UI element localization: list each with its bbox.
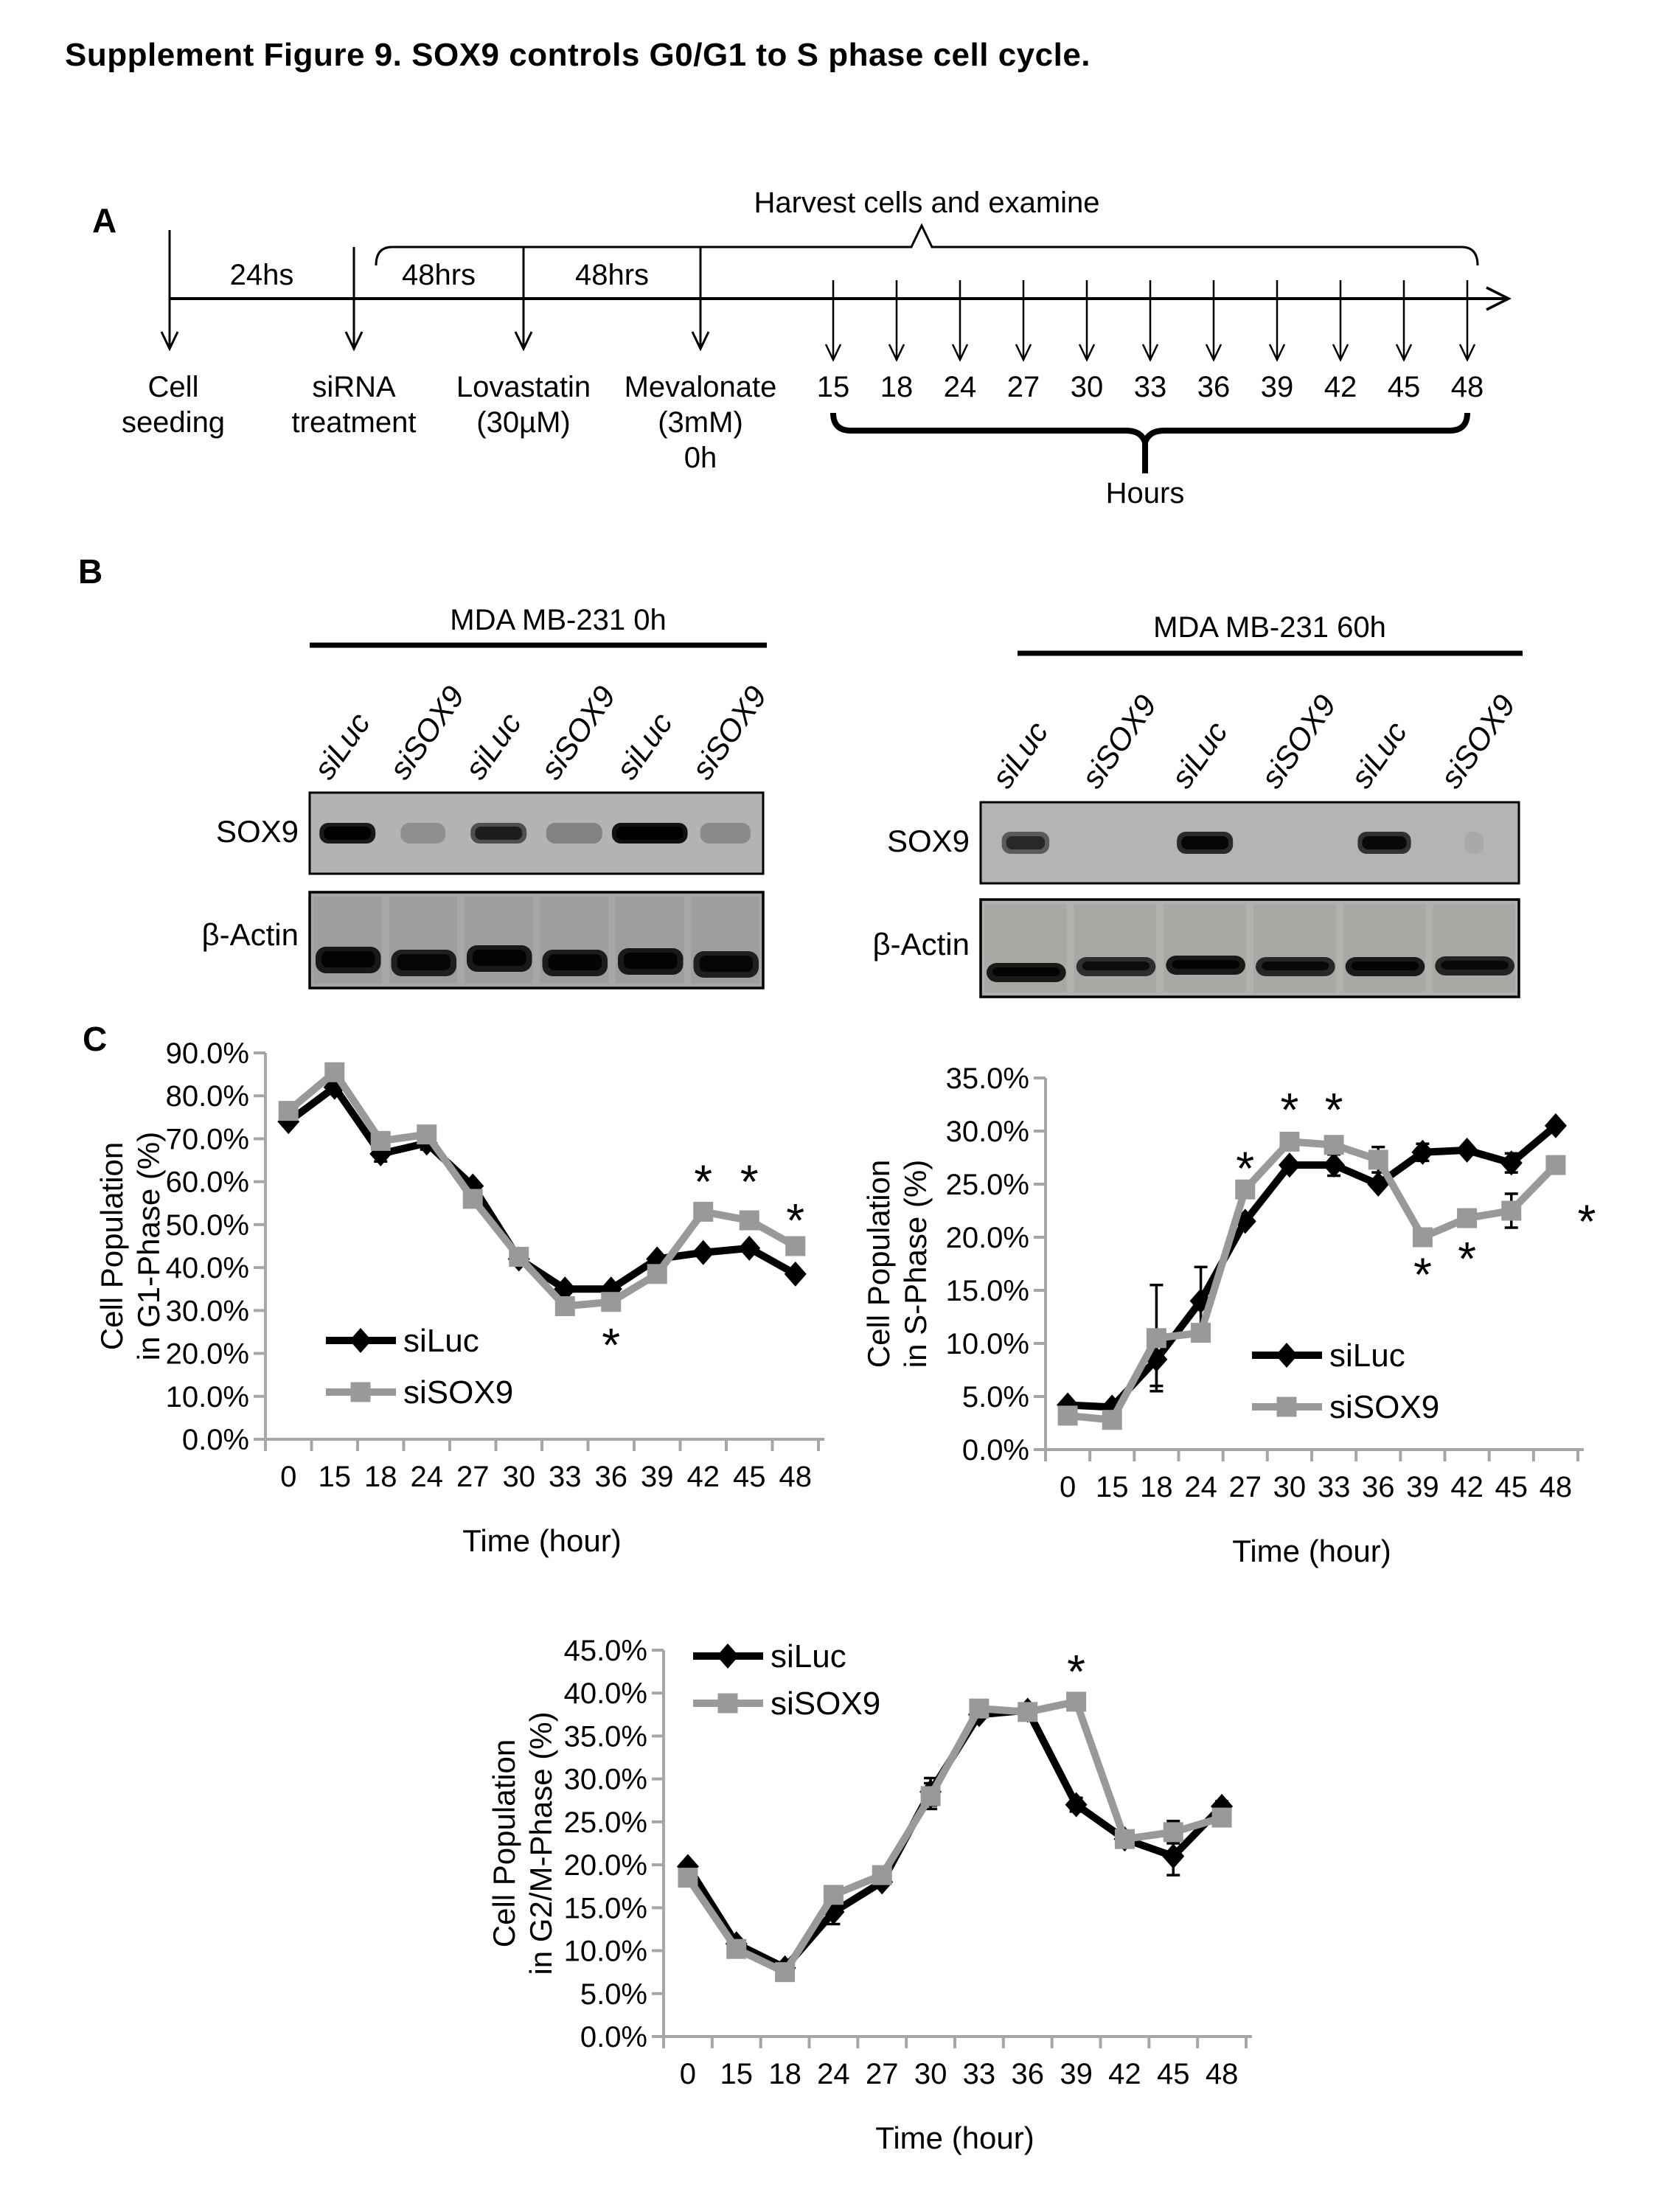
data-point-square bbox=[1368, 1150, 1388, 1169]
data-point-square bbox=[824, 1885, 844, 1905]
data-point-square bbox=[1324, 1135, 1344, 1155]
blot-row-label: SOX9 bbox=[886, 824, 970, 858]
harvest-hour-label: 39 bbox=[1260, 371, 1294, 403]
lane-shadow bbox=[1164, 904, 1246, 992]
protein-band-core bbox=[992, 967, 1060, 976]
event-label: seeding bbox=[121, 406, 226, 439]
lane-label: siLuc bbox=[984, 714, 1055, 795]
y-axis-title: in S-Phase (%) bbox=[898, 1159, 933, 1368]
x-tick-label: 36 bbox=[594, 1461, 627, 1493]
data-point-square bbox=[872, 1865, 892, 1885]
harvest-hour-label: 30 bbox=[1070, 371, 1104, 403]
blot-row-label: β-Actin bbox=[872, 927, 970, 961]
y-tick-label: 45.0% bbox=[563, 1635, 647, 1667]
y-tick-label: 10.0% bbox=[563, 1935, 647, 1968]
legend-label: siLuc bbox=[771, 1638, 846, 1674]
x-tick-label: 45 bbox=[733, 1461, 766, 1493]
blot-title: MDA MB-231 60h bbox=[1153, 611, 1386, 644]
data-point-square bbox=[1501, 1201, 1521, 1221]
y-axis-title: in G2/M-Phase (%) bbox=[524, 1711, 558, 1975]
y-tick-label: 30.0% bbox=[563, 1763, 647, 1796]
protein-band-core bbox=[1181, 836, 1228, 849]
x-tick-label: 27 bbox=[456, 1461, 490, 1493]
x-tick-label: 27 bbox=[1228, 1471, 1262, 1503]
x-tick-label: 15 bbox=[318, 1461, 351, 1493]
x-tick-label: 24 bbox=[1184, 1471, 1217, 1503]
data-point-square bbox=[371, 1131, 391, 1151]
harvest-hour-label: 15 bbox=[816, 371, 850, 403]
x-axis-title: Time (hour) bbox=[875, 2121, 1034, 2155]
event-label: (30µM) bbox=[476, 406, 571, 439]
data-point-square bbox=[969, 1699, 989, 1719]
data-point-square bbox=[1212, 1808, 1232, 1828]
western-blot-0h bbox=[74, 605, 811, 1018]
x-tick-label: 39 bbox=[1406, 1471, 1439, 1503]
lane-label: siSOX9 bbox=[382, 679, 471, 786]
x-tick-label: 18 bbox=[1140, 1471, 1173, 1503]
y-tick-label: 0.0% bbox=[961, 1434, 1029, 1467]
y-tick-label: 5.0% bbox=[580, 1978, 647, 2011]
harvest-hour-label: 18 bbox=[880, 371, 914, 403]
data-point-square bbox=[555, 1296, 575, 1316]
significance-asterisk: * bbox=[602, 1318, 621, 1371]
lane-label: siSOX9 bbox=[1253, 688, 1343, 795]
protein-band bbox=[700, 823, 751, 844]
data-point-square bbox=[351, 1382, 371, 1402]
significance-asterisk: * bbox=[1577, 1194, 1596, 1248]
data-point-diamond bbox=[738, 1236, 760, 1261]
legend-label: siLuc bbox=[1329, 1338, 1405, 1374]
data-point-square bbox=[775, 1962, 795, 1982]
x-axis-title: Time (hour) bbox=[1232, 1534, 1391, 1568]
blot-membrane bbox=[310, 793, 763, 874]
y-tick-label: 25.0% bbox=[563, 1806, 647, 1839]
y-tick-label: 20.0% bbox=[563, 1849, 647, 1882]
y-axis-title: in G1-Phase (%) bbox=[131, 1131, 166, 1361]
x-tick-label: 15 bbox=[1096, 1471, 1129, 1503]
data-point-square bbox=[1545, 1155, 1565, 1175]
x-tick-label: 30 bbox=[502, 1461, 535, 1493]
x-tick-label: 39 bbox=[1060, 2058, 1093, 2090]
y-tick-label: 10.0% bbox=[165, 1380, 249, 1413]
x-tick-label: 18 bbox=[364, 1461, 397, 1493]
x-tick-label: 39 bbox=[641, 1461, 674, 1493]
x-tick-label: 24 bbox=[410, 1461, 443, 1493]
y-tick-label: 60.0% bbox=[165, 1166, 249, 1199]
protein-band-core bbox=[397, 954, 451, 970]
y-tick-label: 90.0% bbox=[165, 1037, 249, 1070]
protein-band-core bbox=[324, 827, 371, 840]
chart-g1-phase bbox=[88, 1025, 848, 1659]
significance-asterisk: * bbox=[786, 1194, 805, 1248]
experiment-timeline-diagram bbox=[74, 177, 1622, 524]
protein-band-core bbox=[1172, 960, 1239, 969]
harvest-hour-label: 36 bbox=[1197, 371, 1231, 403]
y-tick-label: 35.0% bbox=[945, 1062, 1029, 1095]
data-point-square bbox=[601, 1292, 621, 1312]
panel-a-label: A bbox=[92, 201, 117, 240]
harvest-hour-label: 45 bbox=[1387, 371, 1421, 403]
x-tick-label: 33 bbox=[1317, 1471, 1351, 1503]
lane-label: siSOX9 bbox=[1074, 688, 1164, 795]
event-label: 0h bbox=[684, 442, 717, 474]
protein-band bbox=[546, 823, 602, 844]
protein-band-core bbox=[475, 827, 522, 840]
event-label: (3mM) bbox=[658, 406, 743, 439]
harvest-hour-label: 33 bbox=[1133, 371, 1167, 403]
y-tick-label: 20.0% bbox=[945, 1222, 1029, 1254]
y-tick-label: 20.0% bbox=[165, 1338, 249, 1371]
x-tick-label: 15 bbox=[720, 2058, 753, 2090]
event-label: siRNA bbox=[312, 371, 396, 403]
legend-label: siSOX9 bbox=[1329, 1389, 1440, 1425]
data-point-square bbox=[509, 1247, 529, 1267]
protein-band bbox=[400, 823, 445, 844]
y-axis-title: Cell Population bbox=[861, 1159, 896, 1368]
blot-membrane bbox=[981, 802, 1519, 883]
data-point-diamond bbox=[1323, 1152, 1345, 1178]
x-tick-label: 42 bbox=[1450, 1471, 1484, 1503]
data-point-square bbox=[417, 1124, 437, 1144]
x-tick-label: 0 bbox=[679, 2058, 697, 2090]
event-label: Cell bbox=[147, 371, 199, 403]
y-axis-title: Cell Population bbox=[487, 1739, 521, 1948]
panel-b-label: B bbox=[78, 552, 103, 591]
data-point-square bbox=[1457, 1208, 1477, 1228]
data-point-square bbox=[1277, 1397, 1297, 1417]
data-point-square bbox=[1191, 1323, 1211, 1343]
x-tick-label: 48 bbox=[779, 1461, 812, 1493]
significance-asterisk: * bbox=[1324, 1083, 1343, 1137]
legend-label: siSOX9 bbox=[403, 1374, 514, 1411]
y-tick-label: 80.0% bbox=[165, 1080, 249, 1113]
legend-label: siSOX9 bbox=[771, 1686, 881, 1722]
harvest-hour-label: 24 bbox=[943, 371, 977, 403]
lane-label: siLuc bbox=[307, 706, 377, 786]
event-label: Lovastatin bbox=[456, 371, 591, 403]
interval-label: 48hrs bbox=[401, 259, 476, 291]
x-tick-label: 45 bbox=[1157, 2058, 1190, 2090]
data-point-square bbox=[921, 1786, 941, 1806]
data-point-diamond bbox=[692, 1240, 714, 1265]
harvest-label: Harvest cells and examine bbox=[754, 187, 1100, 219]
x-tick-label: 30 bbox=[1273, 1471, 1307, 1503]
lane-label: siLuc bbox=[1343, 714, 1414, 795]
interval-label: 48hrs bbox=[574, 259, 650, 291]
harvest-hour-label: 27 bbox=[1006, 371, 1040, 403]
protein-band-core bbox=[700, 956, 754, 972]
protein-band-core bbox=[321, 951, 375, 967]
significance-asterisk: * bbox=[1280, 1083, 1299, 1137]
data-point-square bbox=[740, 1211, 759, 1231]
x-tick-label: 36 bbox=[1362, 1471, 1395, 1503]
chart-g2m-phase bbox=[472, 1593, 1327, 2212]
y-tick-label: 40.0% bbox=[165, 1252, 249, 1285]
x-tick-label: 30 bbox=[914, 2058, 947, 2090]
series-line-siSOX9 bbox=[688, 1702, 1222, 1972]
blot-row-label: SOX9 bbox=[215, 814, 299, 849]
y-tick-label: 15.0% bbox=[563, 1892, 647, 1925]
data-point-square bbox=[1102, 1410, 1122, 1430]
lane-shadow bbox=[1074, 904, 1157, 992]
lane-label: siLuc bbox=[1164, 714, 1234, 795]
data-point-square bbox=[678, 1868, 698, 1888]
x-axis-title: Time (hour) bbox=[462, 1523, 622, 1558]
y-tick-label: 10.0% bbox=[945, 1328, 1029, 1360]
data-point-square bbox=[1058, 1405, 1078, 1425]
significance-asterisk: * bbox=[694, 1155, 713, 1208]
harvest-hour-label: 42 bbox=[1324, 371, 1357, 403]
x-tick-label: 0 bbox=[280, 1461, 297, 1493]
panel-c-label: C bbox=[83, 1020, 108, 1058]
western-blot-60h bbox=[848, 605, 1607, 1018]
data-point-diamond bbox=[785, 1262, 807, 1287]
y-tick-label: 25.0% bbox=[945, 1169, 1029, 1201]
y-tick-label: 30.0% bbox=[945, 1116, 1029, 1148]
y-tick-label: 15.0% bbox=[945, 1275, 1029, 1307]
figure-title: Supplement Figure 9. SOX9 controls G0/G1 to S phase cell cycle. bbox=[65, 37, 1091, 73]
x-tick-label: 42 bbox=[1108, 2058, 1141, 2090]
data-point-square bbox=[726, 1939, 746, 1959]
data-point-square bbox=[1115, 1829, 1135, 1849]
significance-asterisk: * bbox=[1458, 1231, 1477, 1285]
protein-band-core bbox=[1362, 836, 1406, 849]
data-point-square bbox=[718, 1694, 738, 1714]
y-tick-label: 30.0% bbox=[165, 1295, 249, 1328]
lane-shadow bbox=[1433, 904, 1515, 992]
lane-label: siSOX9 bbox=[684, 679, 773, 786]
y-axis-title: Cell Population bbox=[94, 1141, 129, 1351]
data-point-square bbox=[324, 1062, 344, 1082]
x-tick-label: 48 bbox=[1539, 1471, 1573, 1503]
protein-band-core bbox=[1006, 836, 1046, 849]
protein-band-core bbox=[624, 953, 678, 969]
legend-label: siLuc bbox=[403, 1323, 479, 1359]
event-label: Mevalonate bbox=[624, 371, 777, 403]
blot-row-label: β-Actin bbox=[201, 917, 299, 952]
data-point-diamond bbox=[349, 1328, 372, 1353]
significance-asterisk: * bbox=[740, 1155, 759, 1208]
protein-band-core bbox=[549, 954, 602, 970]
x-tick-label: 33 bbox=[549, 1461, 582, 1493]
blot-title: MDA MB-231 0h bbox=[450, 604, 667, 636]
protein-band-core bbox=[1441, 961, 1509, 970]
significance-asterisk: * bbox=[1067, 1645, 1086, 1699]
y-tick-label: 70.0% bbox=[165, 1123, 249, 1156]
hours-label: Hours bbox=[1105, 477, 1185, 509]
x-tick-label: 18 bbox=[768, 2058, 801, 2090]
data-point-diamond bbox=[1456, 1138, 1478, 1163]
y-tick-label: 35.0% bbox=[563, 1720, 647, 1753]
lane-shadow bbox=[1253, 904, 1336, 992]
x-tick-label: 42 bbox=[686, 1461, 720, 1493]
data-point-square bbox=[647, 1264, 667, 1284]
data-point-square bbox=[279, 1101, 299, 1121]
protein-band-core bbox=[473, 950, 526, 966]
significance-asterisk: * bbox=[1236, 1141, 1255, 1195]
y-tick-label: 40.0% bbox=[563, 1677, 647, 1711]
protein-band-core bbox=[1082, 961, 1150, 970]
data-point-square bbox=[1164, 1822, 1183, 1842]
y-tick-label: 50.0% bbox=[165, 1208, 249, 1242]
chart-s-phase bbox=[855, 1025, 1659, 1659]
x-tick-label: 45 bbox=[1495, 1471, 1528, 1503]
protein-band-core bbox=[1262, 961, 1329, 970]
lane-label: siLuc bbox=[609, 706, 679, 786]
x-tick-label: 24 bbox=[817, 2058, 850, 2090]
x-tick-label: 0 bbox=[1059, 1471, 1077, 1503]
data-point-square bbox=[1018, 1702, 1037, 1722]
data-point-square bbox=[463, 1189, 483, 1208]
lane-label: siSOX9 bbox=[533, 679, 622, 786]
data-point-diamond bbox=[1276, 1343, 1298, 1368]
hours-brace bbox=[833, 413, 1467, 442]
x-tick-label: 48 bbox=[1205, 2058, 1239, 2090]
harvest-hour-label: 48 bbox=[1450, 371, 1484, 403]
y-tick-label: 0.0% bbox=[580, 2021, 647, 2053]
lane-shadow bbox=[1343, 904, 1426, 992]
lane-label: siLuc bbox=[458, 706, 528, 786]
protein-band bbox=[1464, 832, 1484, 854]
protein-band-core bbox=[1352, 961, 1419, 970]
x-tick-label: 36 bbox=[1011, 2058, 1044, 2090]
protein-band-core bbox=[616, 827, 684, 840]
x-tick-label: 33 bbox=[962, 2058, 996, 2090]
lane-label: siSOX9 bbox=[1433, 688, 1523, 795]
data-point-square bbox=[1413, 1228, 1433, 1248]
y-tick-label: 5.0% bbox=[961, 1381, 1029, 1413]
x-tick-label: 27 bbox=[866, 2058, 899, 2090]
significance-asterisk: * bbox=[1413, 1248, 1432, 1301]
harvest-bracket bbox=[376, 226, 1478, 265]
interval-label: 24hs bbox=[229, 259, 294, 291]
y-tick-label: 0.0% bbox=[181, 1424, 249, 1456]
data-point-diamond bbox=[717, 1644, 739, 1669]
data-point-square bbox=[1147, 1328, 1166, 1348]
event-label: treatment bbox=[291, 406, 417, 439]
